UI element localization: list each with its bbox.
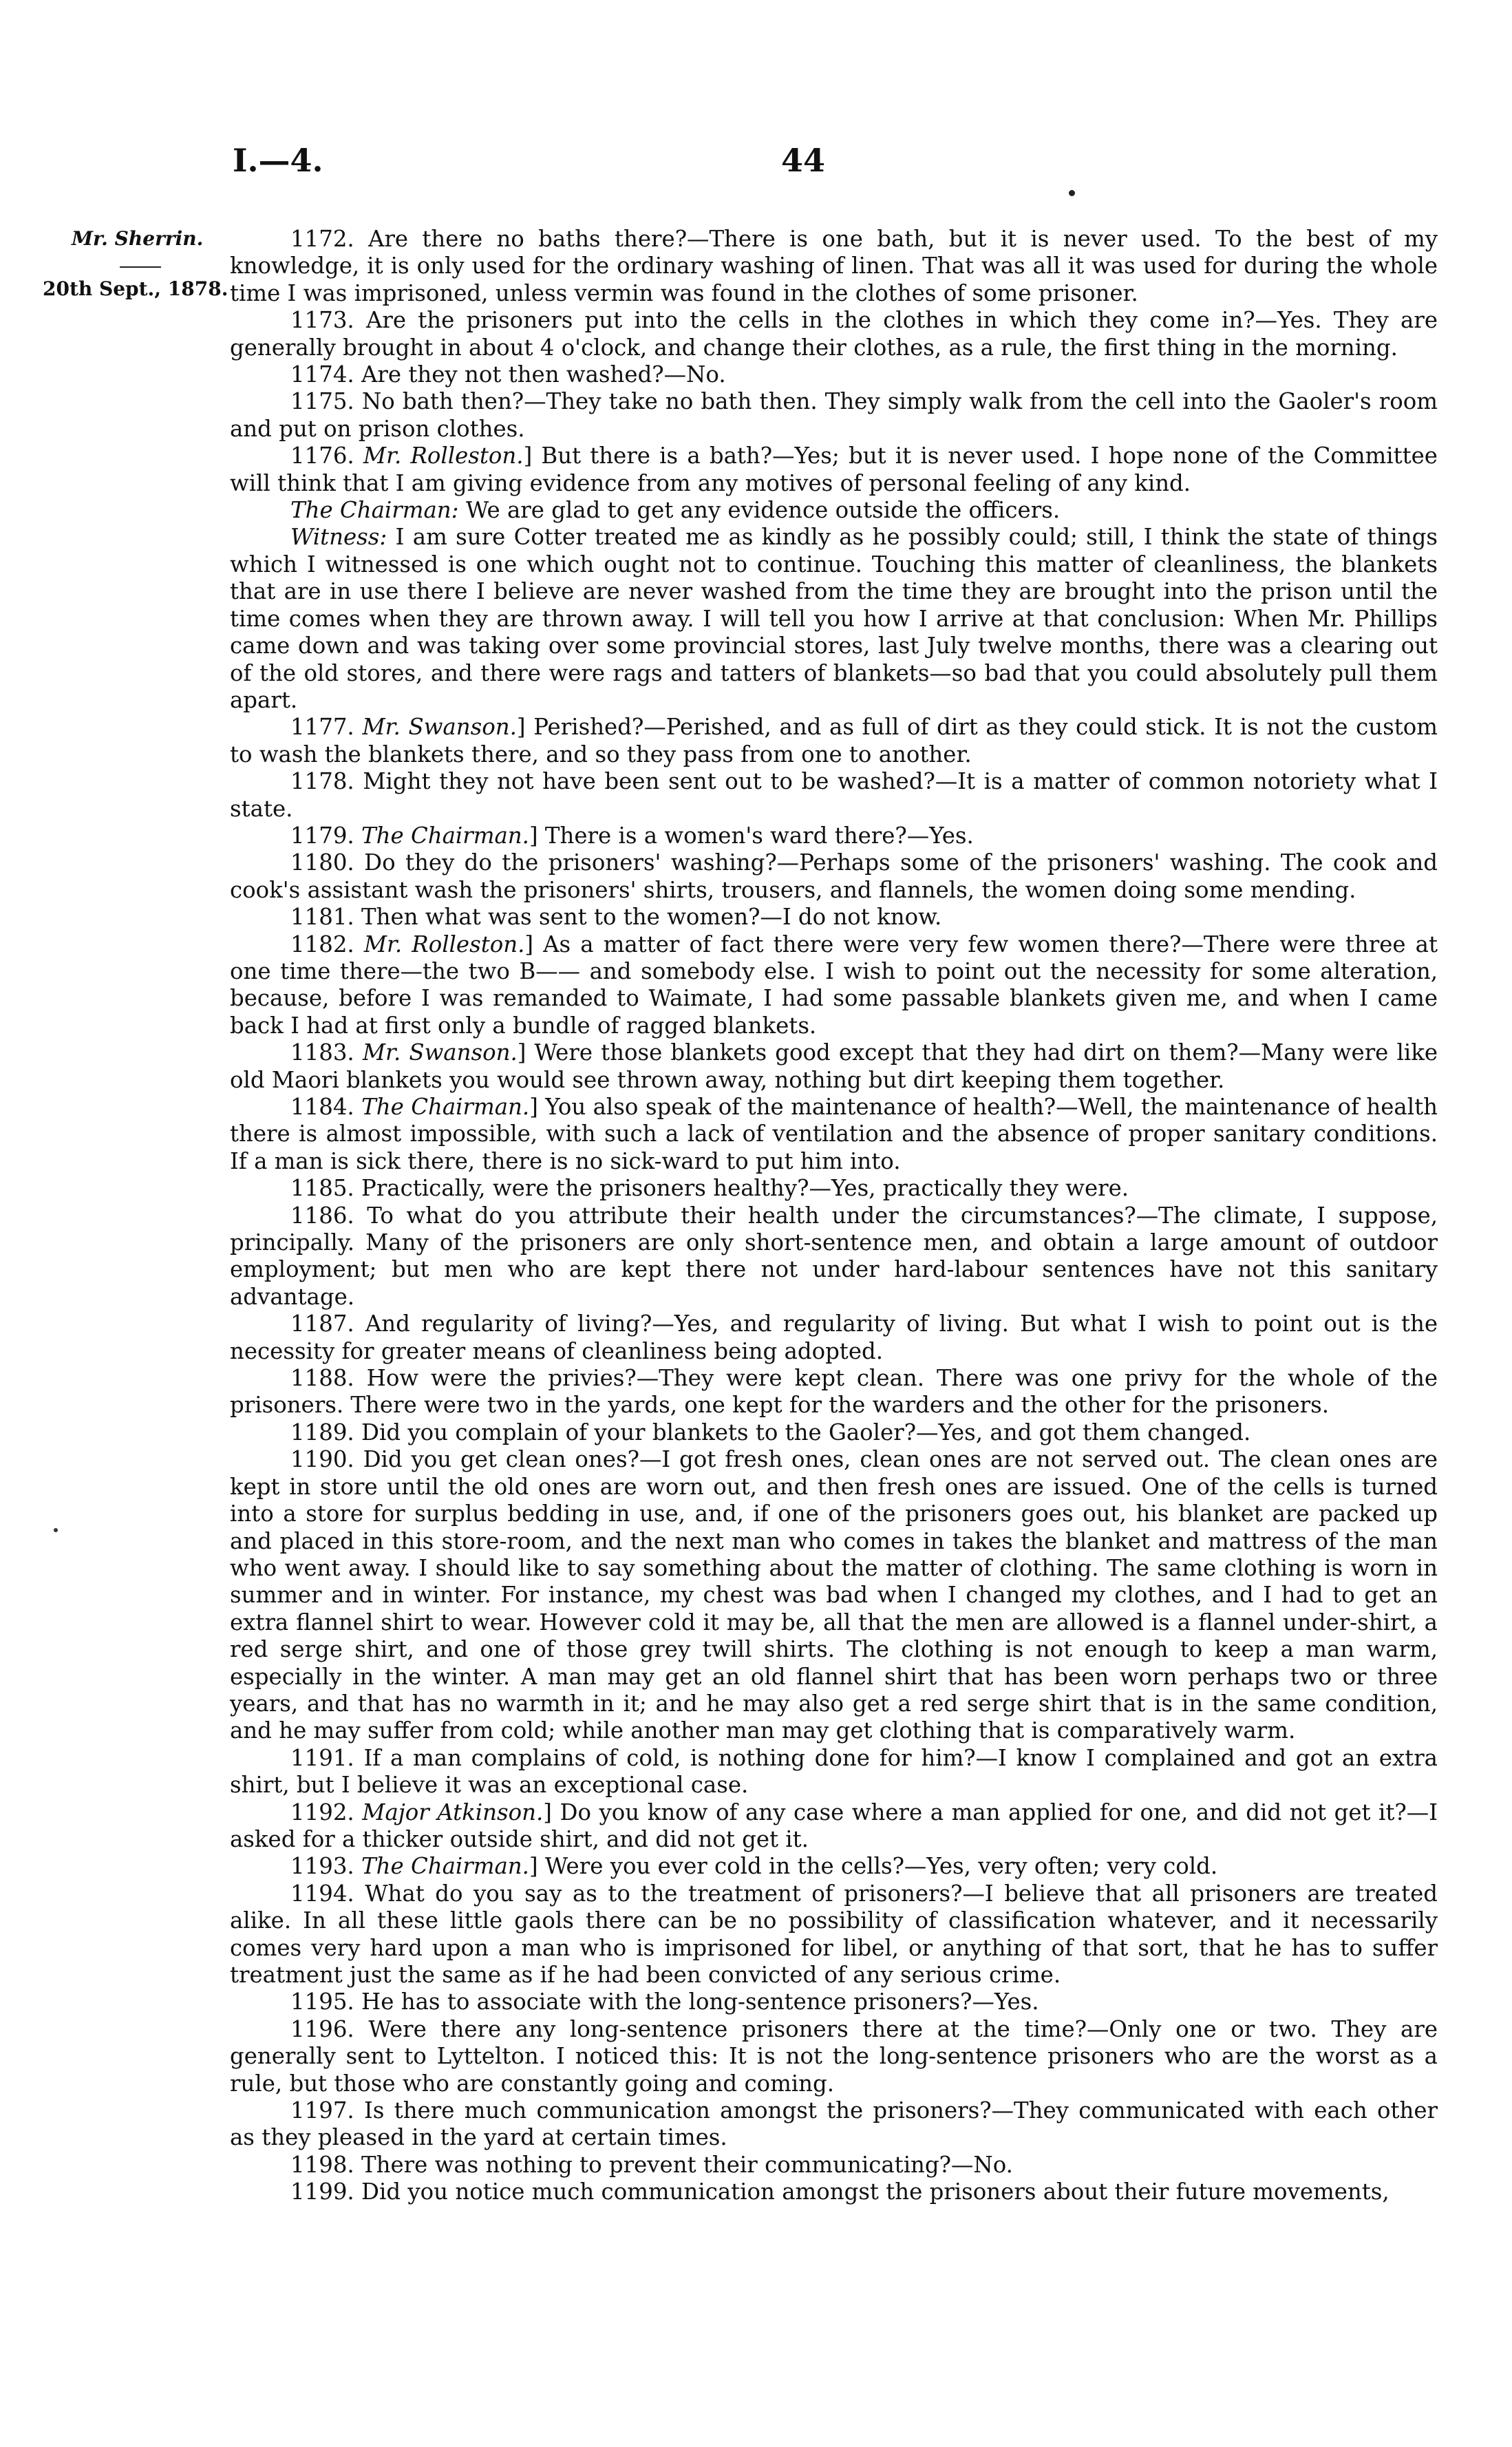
document-reference: I.—4. [233,142,323,179]
evidence-paragraph [230,1853,1438,1880]
evidence-paragraph [230,2152,1438,2179]
paragraph-text: I am sure Cotter treated me as kindly as he possibly could; still, I think the state of things which I witnessed is one which ought not to continue. Touching this matter of cleanliness, the blankets that are in use there I believe are never washed from the time they are brought into the prison until the time comes when they are thrown away. I will tell you how I arrive at that conclusion: When Mr. Phillips came down and was taking over some provincial stores, last July twelve months, there was a clearing out of the old stores, and there were rags and tatters of blankets—so bad that you could absolutely pull them apart. [230,524,1438,713]
speaker-name: Mr. Swanson. [362,1039,518,1066]
paragraph-text: ] There is a women's ward there?—Yes. [529,822,974,849]
paragraph-text: 1187. And regularity of living?—Yes, and regularity of living. But what I wish to point out is the necessity for greater means of cleanliness being adopted. [230,1311,1438,1364]
paragraph-text: 1198. There was nothing to prevent their communicating?—No. [290,2151,1013,2178]
question-number: 1176. [290,443,363,469]
paragraph-text: 1172. Are there no baths there?—There is one bath, but it is never used. To the best of my knowledge, it is only used for the ordinary washing of linen. That was all it was used for during the whole time I was imprisoned, unless vermin was found in the clothes of some prisoner. [230,226,1438,306]
paragraph-text: 1191. If a man complains of cold, is nothing done for him?—I know I complained and got an extra shirt, but I believe it was an exceptional case. [230,1744,1438,1799]
ink-dot [54,1528,58,1532]
evidence-paragraph [230,2016,1438,2097]
speaker-name: The Chairman. [361,1094,530,1120]
question-number: 1179. [290,822,362,849]
paragraph-text: 1199. Did you notice much communication amongst the prisoners about their future movements, [290,2179,1389,2205]
evidence-paragraph [230,1094,1438,1175]
paragraph-text: 1178. Might they not have been sent out to be washed?—It is a matter of common notoriety what I state. [230,768,1438,822]
question-number: 1177. [290,714,363,741]
paragraph-text: ] Perished?—Perished, and as full of dirt as they could stick. It is not the custom to wash the blankets there, and so they pass from one to another. [230,714,1438,767]
paragraph-text: ] Were you ever cold in the cells?—Yes, very often; very cold. [529,1853,1218,1880]
evidence-paragraph [230,1989,1438,2015]
evidence-paragraph [230,823,1438,849]
paragraph-text: 1174. Are they not then washed?—No. [290,361,726,388]
evidence-paragraph [230,1446,1438,1744]
speaker-name: The Chairman. [361,822,529,849]
paragraph-text: ] Do you know of any case where a man applied for one, and did not get it?—I asked for a thicker outside shirt, and did not get it. [230,1799,1438,1852]
question-number: 1184. [290,1094,362,1120]
question-number: 1192. [290,1799,363,1825]
paragraph-text: 1196. Were there any long-sentence prisoners there at the time?—Only one or two. They are generally sent to Lyttelton. I noticed this: It is not the long-sentence prisoners who are the worst as a rule, but those who are constantly going and coming. [230,2015,1438,2097]
question-number: 1193. [290,1853,362,1880]
margin-note [43,227,246,300]
paragraph-text: We are glad to get any evidence outside the officers. [458,497,1061,524]
paragraph-text: 1180. Do they do the prisoners' washing?—Perhaps some of the prisoners' washing. The cook and cook's assistant wash the prisoners' shirts, trousers, and flannels, the women doing some mending. [230,849,1438,903]
paragraph-text: 1189. Did you complain of your blankets to the Gaoler?—Yes, and got them changed. [290,1419,1251,1445]
evidence-body [230,226,1438,2206]
paragraph-text: ] But there is a bath?—Yes; but it is never used. I hope none of the Committee will think that I am giving evidence from any motives of personal feeling of any kind. [230,443,1438,496]
paragraph-text: 1195. He has to associate with the long-sentence prisoners?—Yes. [290,1989,1039,2015]
session-date: 20th Sept., 1878. [43,277,228,300]
paragraph-text: 1186. To what do you attribute their health under the circumstances?—The climate, I suppose, principally. Many of the prisoners are only short-sentence men, and obtain a large amount of outdoor employment; but men who are kept there not under hard-labour sentences have not this sanitary advantage. [230,1202,1438,1310]
speaker-name: Mr. Swanson. [362,714,517,741]
evidence-paragraph [230,524,1438,714]
evidence-paragraph [230,497,1438,524]
evidence-paragraph [230,226,1438,307]
speaker-name: Mr. Rolleston. [363,443,524,469]
question-number: 1182. [290,931,364,957]
paragraph-text: 1188. How were the privies?—They were kept clean. There was one privy for the whole of the prisoners. There were two in the yards, one kept for the warders and the other for the prisoners. [230,1365,1438,1419]
evidence-paragraph [230,1881,1438,1989]
evidence-paragraph [230,2179,1438,2205]
evidence-paragraph [230,307,1438,361]
speaker-name: The Chairman: [290,497,459,524]
evidence-paragraph [230,1745,1438,1799]
speaker-name: Mr. Rolleston. [363,931,525,957]
evidence-paragraph [230,1799,1438,1854]
paragraph-text: ] As a matter of fact there were very few women there?—There were three at one time there—the two B—— and somebody else. I wish to point out the necessity for some alteration, because, before I was remanded to Waimate, I had some passable blankets given me, and when I came back I had at first only a bundle of ragged blankets. [230,931,1438,1039]
paragraph-text: 1175. No bath then?—They take no bath then. They simply walk from the cell into the Gaoler's room and put on prison clothes. [230,388,1438,442]
speaker-name: The Chairman. [361,1853,529,1880]
evidence-paragraph [230,388,1438,443]
evidence-paragraph [230,1203,1438,1311]
paragraph-text: 1173. Are the prisoners put into the cells in the clothes in which they come in?—Yes. They are generally brought in about 4 o'clock, and change their clothes, as a rule, the first thing in the morning. [230,307,1438,361]
paragraph-text: ] You also speak of the maintenance of health?—Well, the maintenance of health there is almost impossible, with such a lack of ventilation and the absence of proper sanitary conditions. If a man is sick there, there is no sick-ward to put him into. [230,1094,1438,1174]
evidence-paragraph [230,2097,1438,2152]
evidence-paragraph [230,849,1438,904]
evidence-paragraph [230,1039,1438,1094]
evidence-paragraph [230,1311,1438,1365]
speaker-name: Major Atkinson. [362,1799,544,1825]
paragraph-text: ] Were those blankets good except that they had dirt on them?—Many were like old Maori blankets you would see thrown away, nothing but dirt keeping them together. [230,1039,1438,1093]
page-header [0,142,1512,190]
paragraph-text: 1181. Then what was sent to the women?—I do not know. [290,904,942,931]
evidence-paragraph [230,1175,1438,1202]
evidence-paragraph [230,443,1438,497]
evidence-paragraph [230,904,1438,931]
ink-dot [1069,190,1075,196]
evidence-paragraph [230,714,1438,768]
paragraph-text: 1185. Practically, were the prisoners healthy?—Yes, practically they were. [290,1175,1129,1202]
paragraph-text: 1190. Did you get clean ones?—I got fresh ones, clean ones are not served out. The clean ones are kept in store until the old ones are worn out, and then fresh ones are issued. One of the cells is turned into a store for surplus bedding in use, and, if one of the prisoners goes out, his blanket are packed up and placed in this store-room, and the next man who comes in takes the blanket and mattress of the man who went away. I should like to say something about the matter of clothing. The same clothing is worn in summer and in winter. For instance, my chest was bad when I changed my clothes, and I had to get an extra flannel shirt to wear. However cold it may be, all that the men are allowed is a flannel under-shirt, a red serge shirt, and one of those grey twill shirts. The clothing is not enough to keep a man warm, especially in the winter. A man may get an old flannel shirt that has been worn perhaps two or three years, and that has no warmth in it; and he may also get a red serge shirt that is in the same condition, and he may suffer from cold; while another man may get clothing that is comparatively warm. [230,1446,1438,1744]
paragraph-text: 1194. What do you say as to the treatment of prisoners?—I believe that all prisoners are treated alike. In all these little gaols there can be no possibility of classification whatever, and it necessarily comes very hard upon a man who is imprisoned for libel, or anything of that sort, that he has to suffer treatment just the same as if he had been convicted of any serious crime. [230,1880,1438,1988]
margin-rule [120,266,161,268]
paragraph-text: 1197. Is there much communication amongst the prisoners?—They communicated with each other as they pleased in the yard at certain times. [230,2097,1438,2151]
evidence-paragraph [230,361,1438,388]
question-number: 1183. [290,1039,363,1066]
evidence-paragraph [230,1365,1438,1419]
evidence-paragraph [230,1419,1438,1446]
speaker-name: Witness: [290,524,387,551]
page-number: 44 [781,142,826,179]
evidence-paragraph [230,768,1438,823]
evidence-paragraph [230,931,1438,1040]
witness-name: Mr. Sherrin. [72,227,204,250]
